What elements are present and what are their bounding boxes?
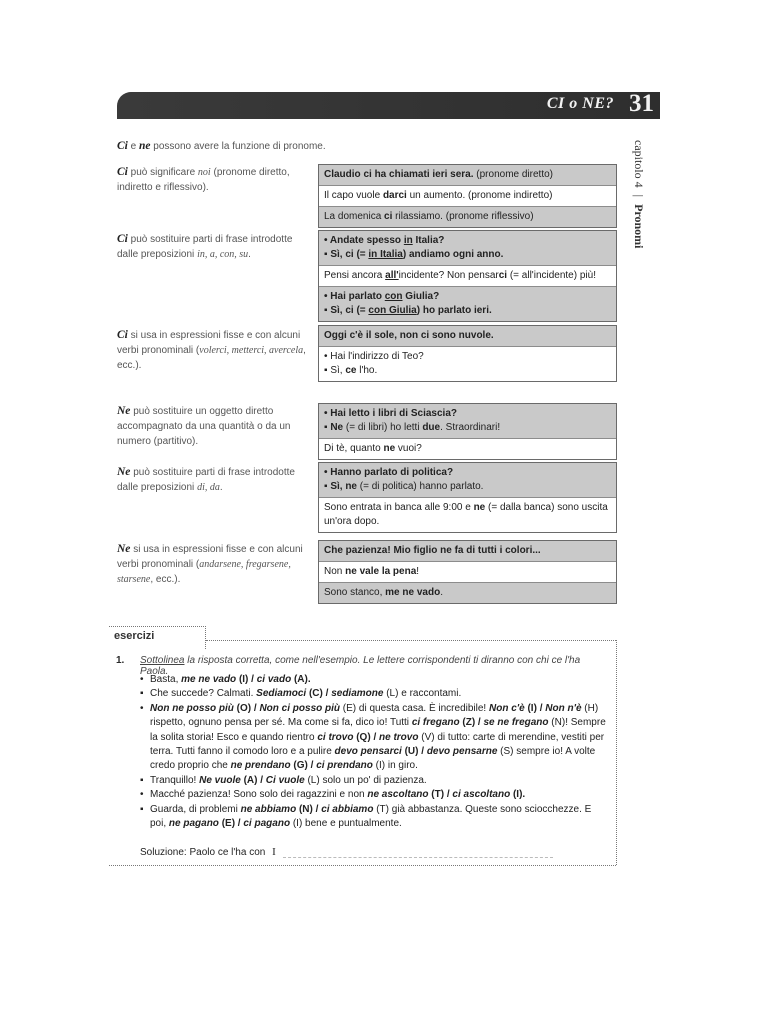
answer-option[interactable]: Ci vuole bbox=[265, 774, 305, 786]
solution-answer: I bbox=[272, 846, 276, 858]
exercise-item: • Non ne posso più (O) / Non ci posso più (E) di questa casa. È incredibile! Non c'è (I) / Non n'è (H) rispetto, ognuno pensa per sé. Ma come si fa, dico io! Tutti ci fregano (Z) / se ne fregano (N)! Sempre la solita storia! Esco e quando rientro ci trovo (Q) / ne trovo (V) di tutto: carte di merendine, vestiti per terra. Tutti fanno il comodo loro e a pulire devo pensarci (U) / devo pensarne (S) sempre io! A volte credo proprio che ne prendano (G) / ci prendano (I) in giro. bbox=[140, 702, 606, 772]
solution-label: Soluzione: Paolo ce l'ha con bbox=[140, 847, 266, 858]
example-row: Claudio ci ha chiamati ieri sera. (pronome diretto) bbox=[319, 165, 616, 185]
example-box-ne-fixed bbox=[318, 540, 617, 604]
answer-option[interactable]: ne abbiamo bbox=[240, 803, 297, 815]
example-row: • Hai letto i libri di Sciascia? ▪ Ne (= di libri) ho letti due. Straordinari! bbox=[319, 404, 616, 438]
rule-ne-prepositions: Ne può sostituire parti di frase introdotte dalle preposizioni di, da. bbox=[117, 466, 295, 493]
example-row: Non ne vale la pena! bbox=[319, 561, 616, 582]
answer-option[interactable]: ci trovo bbox=[317, 731, 354, 743]
rule-ci-noi: Ci può significare noi (pronome diretto, indiretto e riflessivo). bbox=[117, 166, 290, 193]
side-chapter-label: capitolo 4 | Pronomi bbox=[632, 140, 646, 249]
exercise-item: ▪ Tranquillo! Ne vuole (A) / Ci vuole (L) solo un po' di pazienza. bbox=[140, 774, 427, 786]
example-box-ci-fixed bbox=[318, 325, 617, 382]
answer-option[interactable]: Non n'è bbox=[545, 702, 582, 714]
intro-text: Ci e ne possono avere la funzione di pronome. bbox=[117, 140, 326, 152]
rule-ne-partitive: Ne può sostituire un oggetto diretto accompagnato da una quantità o da un numero (partitivo). bbox=[117, 405, 291, 447]
answer-option[interactable]: ne pagano bbox=[168, 818, 219, 830]
example-row: Di tè, quanto ne vuoi? bbox=[319, 438, 616, 459]
example-box-ci-prepositions bbox=[318, 230, 617, 322]
answer-option[interactable]: ci pagano bbox=[243, 818, 291, 830]
topic-label: Pronomi bbox=[632, 204, 646, 249]
example-row: Che pazienza! Mio figlio ne fa di tutti i colori... bbox=[319, 541, 616, 561]
example-row: • Hai l'indirizzo di Teo? ▪ Sì, ce l'ho. bbox=[319, 346, 616, 381]
page-number: 31 bbox=[629, 90, 654, 117]
exercise-item: ▪ Guarda, di problemi ne abbiamo (N) / ci abbiamo (T) già abbastanza. Queste sono sciocchezze. E poi, ne pagano (E) / ci pagano (I) bene e puntualmente. bbox=[140, 803, 592, 830]
example-row: • Andate spesso in Italia? ▪ Sì, ci (= in Italia) andiamo ogni anno. bbox=[319, 231, 616, 265]
answer-option[interactable]: sediamone bbox=[331, 688, 384, 700]
exercise-item: ▪ Che succede? Calmati. Sediamoci (C) / sediamone (L) e raccontami. bbox=[140, 688, 462, 700]
exercise-items bbox=[140, 673, 610, 831]
example-row: Pensi ancora all'incidente? Non pensarci (= all'incidente) più! bbox=[319, 265, 616, 286]
example-box-ci-noi bbox=[318, 164, 617, 228]
chapter-label: capitolo 4 bbox=[632, 140, 646, 188]
answer-option[interactable]: ci vado bbox=[256, 674, 292, 685]
chapter-header-bar bbox=[117, 92, 660, 119]
rule-ne-fixed-expressions: Ne si usa in espressioni fisse e con alcuni verbi pronominali (andarsene, fregarsene, starsene, ecc.). bbox=[117, 543, 303, 585]
example-row: • Hai parlato con Giulia? ▪ Sì, ci (= con Giulia) ho parlato ieri. bbox=[319, 286, 616, 321]
exercises-border-right bbox=[616, 640, 617, 865]
answer-option[interactable]: ne trovo bbox=[379, 731, 419, 743]
exercises-label: esercizi bbox=[114, 630, 155, 642]
exercise-instructions: Sottolinea la risposta corretta, come nell'esempio. Le lettere corrispondenti ti diranno con chi ce l'ha Paola. bbox=[140, 655, 581, 677]
answer-option[interactable]: Non c'è bbox=[488, 702, 525, 714]
exercises-divider bbox=[206, 640, 616, 641]
rule-ci-prepositions: Ci può sostituire parti di frase introdotte dalle preposizioni in, a, con, su. bbox=[117, 233, 293, 260]
answer-option[interactable]: Non ne posso più bbox=[150, 702, 234, 714]
answer-option[interactable]: ci abbiamo bbox=[321, 803, 374, 815]
exercise-item: • Macché pazienza! Sono solo dei ragazzini e non ne ascoltano (T) / ci ascoltano (I). bbox=[140, 789, 526, 801]
example-row: • Hanno parlato di politica? ▪ Sì, ne (= di politica) hanno parlato. bbox=[319, 463, 616, 497]
answer-option[interactable]: ci fregano bbox=[411, 717, 460, 729]
answer-option[interactable]: ne ascoltano bbox=[367, 789, 429, 801]
solution-blank[interactable] bbox=[283, 845, 553, 858]
exercises-tab bbox=[109, 626, 206, 649]
answer-option[interactable]: Sediamoci bbox=[256, 688, 307, 700]
rule-ci-fixed-expressions: Ci si usa in espressioni fisse e con alcuni verbi pronominali (volerci, metterci, avercela, ecc.). bbox=[117, 329, 306, 371]
example-box-ne-prepositions bbox=[318, 462, 617, 533]
example-row: Sono stanco, me ne vado. bbox=[319, 582, 616, 603]
answer-option[interactable]: ci prendano bbox=[316, 760, 373, 772]
exercises-border-bottom bbox=[109, 865, 616, 866]
answer-option[interactable]: ci ascoltano bbox=[452, 789, 511, 801]
answer-option[interactable]: devo pensarci bbox=[334, 746, 402, 758]
example-row: Sono entrata in banca alle 9:00 e ne (= dalla banca) sono uscita un'ora dopo. bbox=[319, 497, 616, 532]
answer-option[interactable]: ne prendano bbox=[230, 760, 291, 772]
example-box-ne-partitive bbox=[318, 403, 617, 460]
solution-line bbox=[140, 845, 553, 858]
exercise-number: 1. bbox=[116, 655, 125, 666]
example-row: Oggi c'è il sole, non ci sono nuvole. bbox=[319, 326, 616, 346]
exercise-item: • Basta, me ne vado (I) / ci vado (A). bbox=[140, 674, 311, 685]
header-title: CI o NE? bbox=[546, 95, 614, 112]
example-row: La domenica ci rilassiamo. (pronome riflessivo) bbox=[319, 206, 616, 227]
answer-option[interactable]: Non ci posso più bbox=[259, 702, 341, 714]
answer-option[interactable]: se ne fregano bbox=[483, 717, 549, 729]
answer-option[interactable]: devo pensarne bbox=[426, 746, 498, 758]
example-row: Il capo vuole darci un aumento. (pronome indiretto) bbox=[319, 185, 616, 206]
answer-option[interactable]: me ne vado bbox=[181, 674, 237, 685]
answer-option[interactable]: Ne vuole bbox=[199, 774, 241, 786]
